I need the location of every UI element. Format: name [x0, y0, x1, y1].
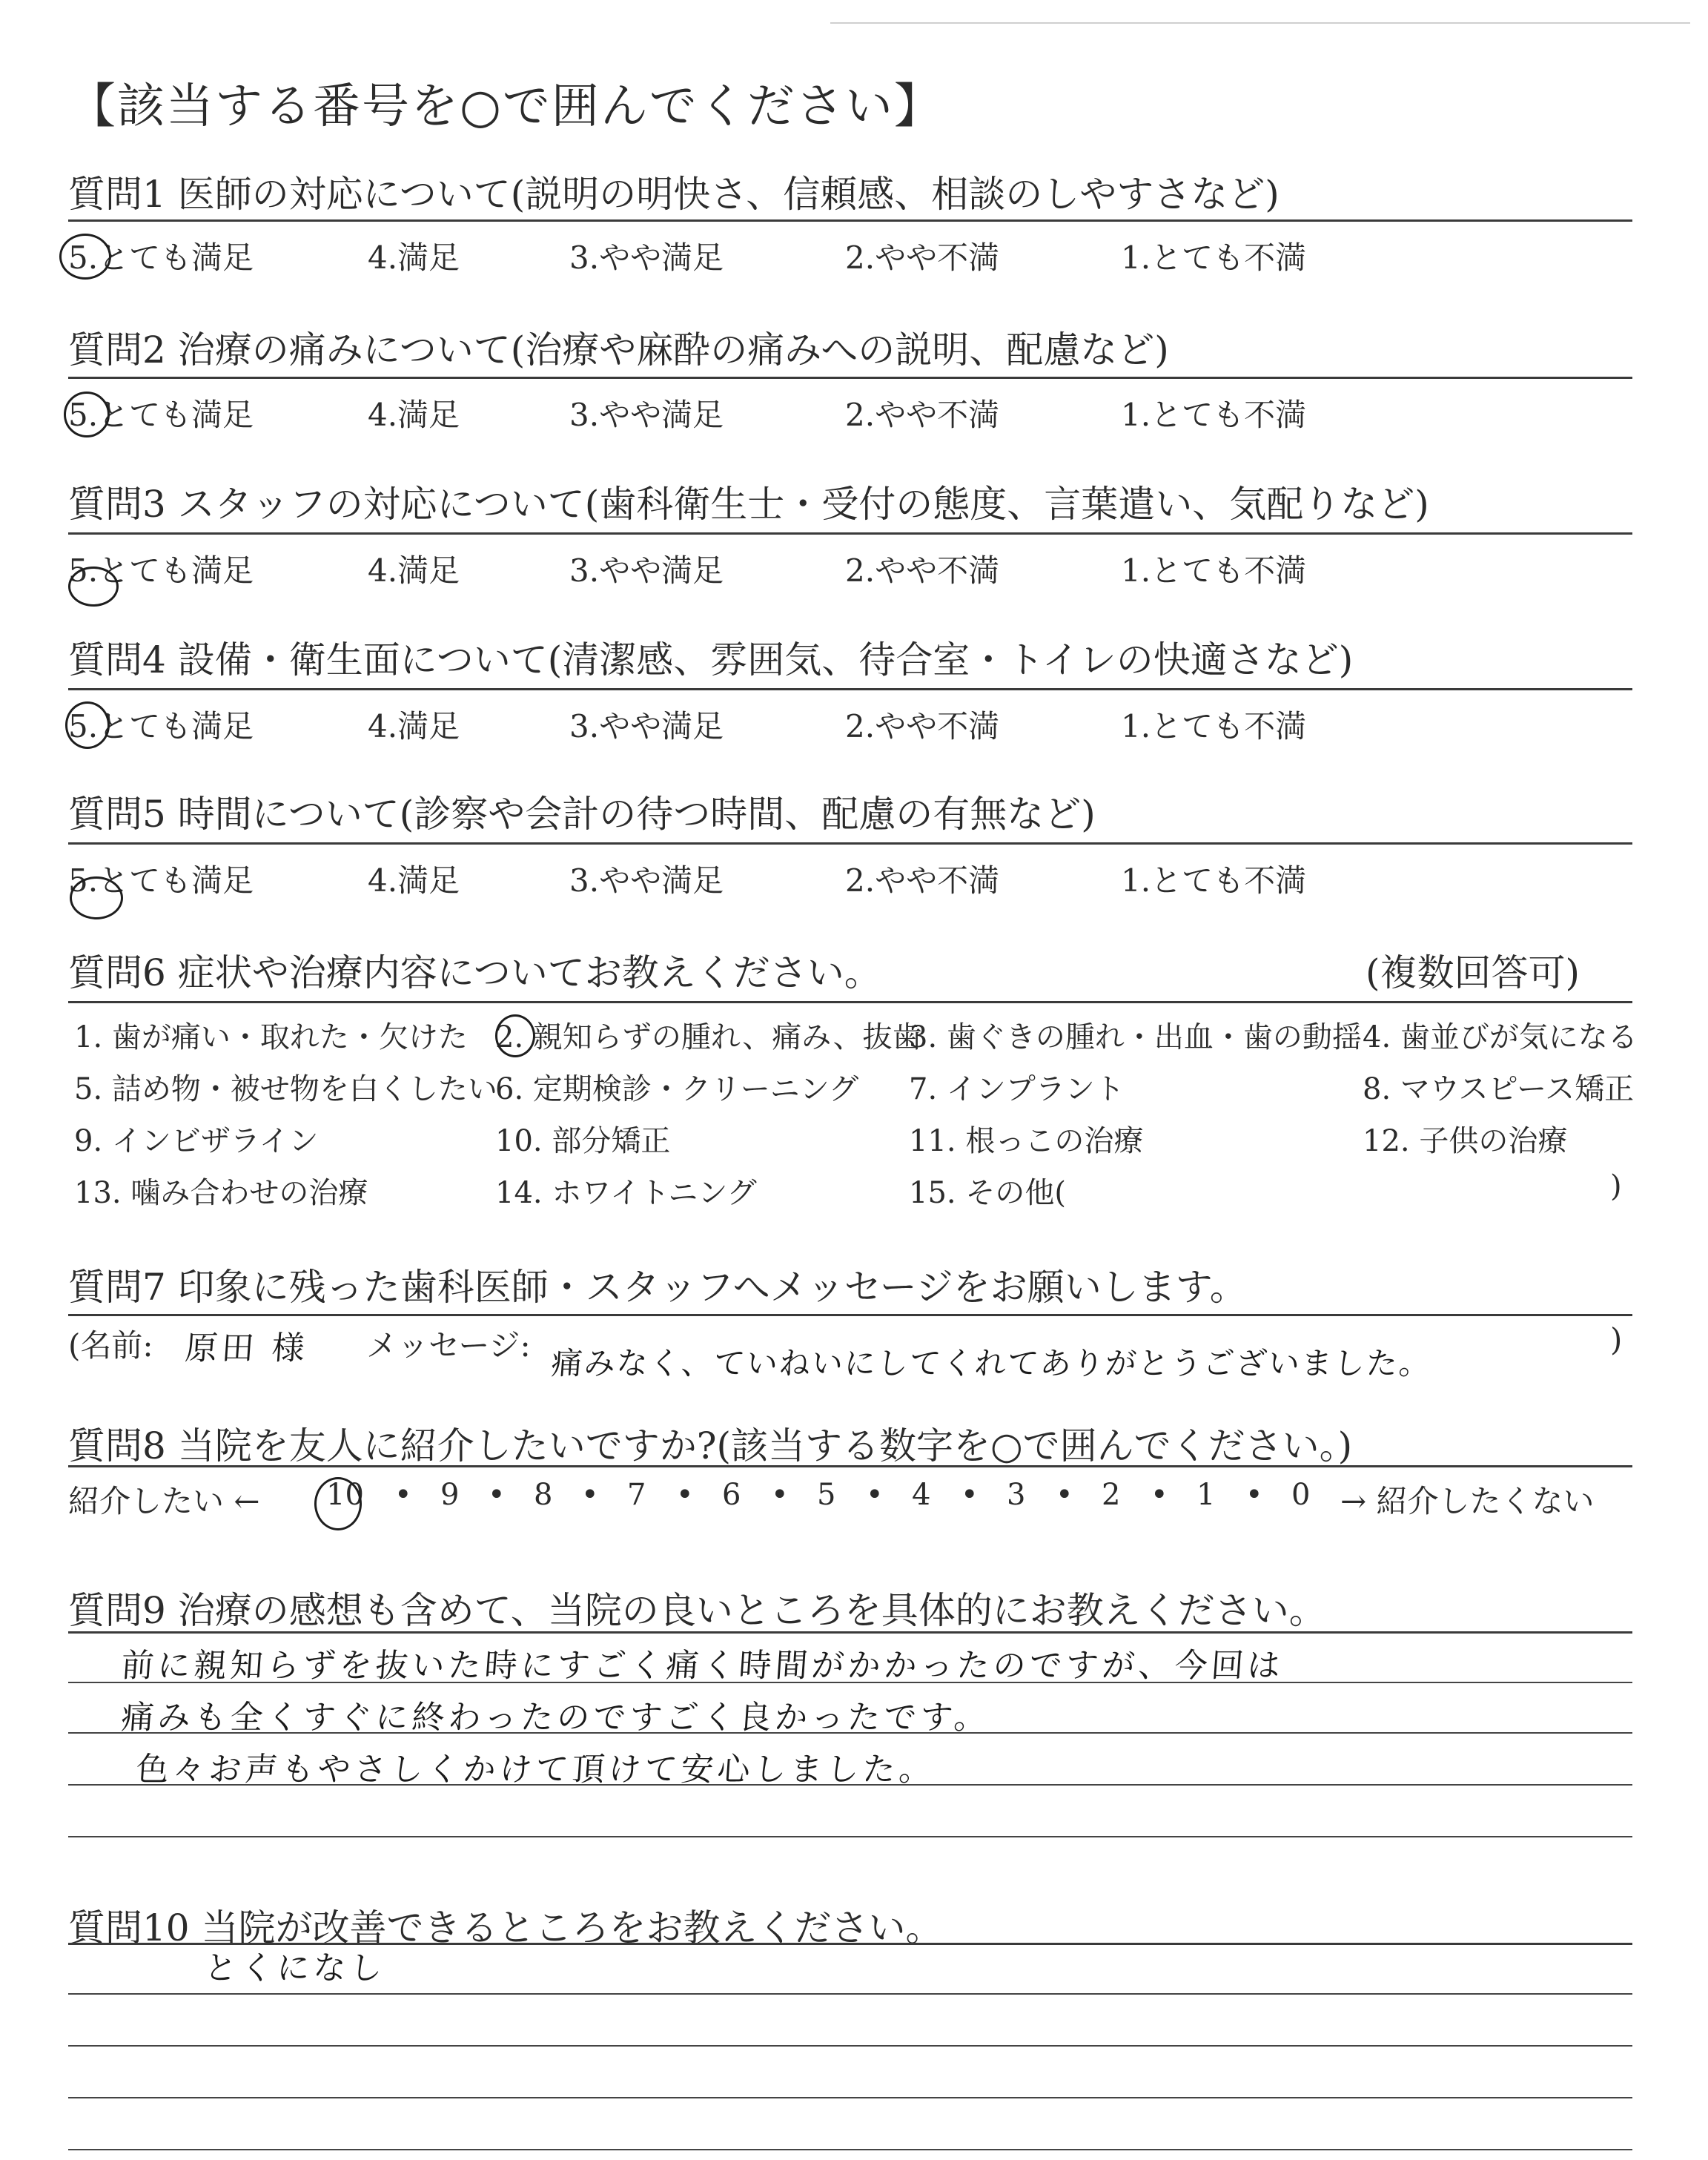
scale-3[interactable]: 3	[1007, 1478, 1026, 1512]
question-7-rule	[68, 1314, 1632, 1316]
scale-left-label: 紹介したい ←	[68, 1483, 260, 1519]
scale-right-label: → 紹介したくない	[1340, 1483, 1595, 1519]
q2-answer-circle	[64, 392, 110, 437]
scale-dot: •	[394, 1478, 412, 1512]
treatment-option-2[interactable]: 2. 親知らずの腫れ、痛み、抜歯	[495, 1020, 922, 1054]
question-6: 質問6 症状や治療内容についてお教えください。	[68, 951, 881, 994]
scale-2[interactable]: 2	[1102, 1478, 1121, 1512]
scale-dot: •	[771, 1478, 789, 1512]
question-1-rule	[68, 219, 1632, 222]
message-value[interactable]: 痛みなく、ていねいにしてくれてありがとうございました。	[550, 1345, 1433, 1381]
treatment-option-7[interactable]: 7. インプラント	[909, 1072, 1125, 1106]
answer-line	[68, 1784, 1632, 1786]
treatment-option-3[interactable]: 3. 歯ぐきの腫れ・出血・歯の動揺	[909, 1020, 1362, 1054]
question-3-rule	[68, 532, 1632, 535]
q3-answer-circle	[68, 567, 119, 607]
question-6-note: (複数回答可)	[1366, 951, 1580, 994]
q10-answer[interactable]: とくになし	[202, 1949, 388, 1987]
scale-10[interactable]: 10	[326, 1478, 364, 1512]
scale-9[interactable]: 9	[440, 1478, 460, 1512]
q3-option-2[interactable]: 2.やや不満	[845, 552, 1000, 589]
q3-option-3[interactable]: 3.やや満足	[569, 552, 724, 589]
q4-option-1[interactable]: 1.とても不満	[1121, 708, 1307, 744]
answer-line	[68, 2097, 1632, 2098]
q1-option-1[interactable]: 1.とても不満	[1121, 240, 1307, 276]
q2-option-4[interactable]: 4.満足	[368, 397, 460, 433]
other-close-paren: )	[1610, 1169, 1622, 1203]
scale-dot: •	[488, 1478, 506, 1512]
scale-dot: •	[581, 1478, 599, 1512]
treatment-option-6[interactable]: 6. 定期検診・クリーニング	[495, 1072, 859, 1106]
treatment-option-9[interactable]: 9. インビザライン	[74, 1124, 319, 1158]
q8-answer-circle	[314, 1477, 362, 1530]
q5-option-4[interactable]: 4.満足	[368, 862, 460, 899]
scale-dot: •	[1056, 1478, 1073, 1512]
scale-6[interactable]: 6	[722, 1478, 741, 1512]
scale-7[interactable]: 7	[627, 1478, 646, 1512]
treatment-option-15[interactable]: 15. その他(	[909, 1176, 1066, 1210]
q9-answer-line-1[interactable]: 前に親知らずを抜いた時にすごく痛く時間がかかったのですが、今回は	[119, 1647, 1285, 1685]
q4-option-2[interactable]: 2.やや不満	[845, 708, 1000, 744]
q5-option-3[interactable]: 3.やや満足	[569, 862, 724, 899]
q5-option-5[interactable]: 5.とても満足	[68, 862, 254, 899]
answer-line	[68, 2045, 1632, 2047]
scale-dot: •	[1245, 1478, 1263, 1512]
scale-dot: •	[961, 1478, 979, 1512]
scale-dot: •	[1151, 1478, 1168, 1512]
question-9: 質問9 治療の感想も含めて、当院の良いところを具体的にお教えください。	[68, 1589, 1326, 1632]
question-6-rule	[68, 1001, 1632, 1003]
treatment-option-1[interactable]: 1. 歯が痛い・取れた・欠けた	[74, 1020, 468, 1054]
q9-answer-line-3[interactable]: 色々お声もやさしくかけて頂けて安心しました。	[134, 1751, 937, 1789]
question-10: 質問10 当院が改善できるところをお教えください。	[68, 1906, 943, 1949]
question-8: 質問8 当院を友人に紹介したいですか?(該当する数字を○で囲んでください。)	[68, 1424, 1353, 1467]
q5-option-2[interactable]: 2.やや不満	[845, 862, 1000, 899]
question-5: 質問5 時間について(診察や会計の待つ時間、配慮の有無など)	[68, 793, 1096, 836]
scale-4[interactable]: 4	[912, 1478, 931, 1512]
q1-option-4[interactable]: 4.満足	[368, 240, 460, 276]
q4-option-3[interactable]: 3.やや満足	[569, 708, 724, 744]
q5-option-1[interactable]: 1.とても不満	[1121, 862, 1307, 899]
question-7: 質問7 印象に残った歯科医師・スタッフへメッセージをお願いします。	[68, 1266, 1247, 1309]
answer-line	[68, 1993, 1632, 1995]
question-2: 質問2 治療の痛みについて(治療や麻酔の痛みへの説明、配慮など)	[68, 328, 1169, 371]
q4-answer-circle	[65, 701, 110, 749]
q1-answer-circle	[59, 234, 111, 280]
treatment-option-4[interactable]: 4. 歯並びが気になる	[1363, 1020, 1638, 1054]
treatment-option-14[interactable]: 14. ホワイトニング	[495, 1176, 757, 1210]
q3-option-4[interactable]: 4.満足	[368, 552, 460, 589]
q2-option-2[interactable]: 2.やや不満	[845, 397, 1000, 433]
q9-answer-line-2[interactable]: 痛みも全くすぐに終わったのですごく良かったです。	[119, 1699, 992, 1737]
answer-line	[68, 1682, 1632, 1683]
question-5-rule	[68, 842, 1632, 845]
q3-option-1[interactable]: 1.とても不満	[1121, 552, 1307, 589]
q1-option-5[interactable]: 5.とても満足	[68, 240, 254, 276]
message-label: メッセージ:	[366, 1327, 531, 1364]
treatment-option-5[interactable]: 5. 詰め物・被せ物を白くしたい	[74, 1072, 497, 1106]
form-title: 【該当する番号を○で囲んでください】	[68, 79, 943, 134]
scale-dot: •	[866, 1478, 884, 1512]
name-value[interactable]: 原田 様	[183, 1330, 310, 1367]
treatment-option-13[interactable]: 13. 噛み合わせの治療	[74, 1176, 368, 1210]
treatment-option-12[interactable]: 12. 子供の治療	[1363, 1124, 1568, 1158]
q6-answer-circle	[495, 1014, 535, 1057]
answer-line	[68, 1732, 1632, 1734]
treatment-option-8[interactable]: 8. マウスピース矯正	[1363, 1072, 1635, 1106]
treatment-option-11[interactable]: 11. 根っこの治療	[909, 1124, 1144, 1158]
q4-option-4[interactable]: 4.満足	[368, 708, 460, 744]
scale-1[interactable]: 1	[1196, 1478, 1216, 1512]
question-8-rule	[68, 1465, 1632, 1467]
q2-option-1[interactable]: 1.とても不満	[1121, 397, 1307, 433]
scan-edge-line	[830, 22, 1690, 24]
answer-line	[68, 1836, 1632, 1837]
treatment-option-10[interactable]: 10. 部分矯正	[495, 1124, 671, 1158]
question-4-rule	[68, 688, 1632, 690]
question-2-rule	[68, 377, 1632, 379]
message-close-paren: )	[1610, 1321, 1623, 1358]
scale-0[interactable]: 0	[1291, 1478, 1311, 1512]
name-label: (名前:	[68, 1327, 153, 1364]
q1-option-2[interactable]: 2.やや不満	[845, 240, 1000, 276]
q4-option-5[interactable]: 5.とても満足	[68, 708, 254, 744]
question-9-rule	[68, 1631, 1632, 1634]
question-3: 質問3 スタッフの対応について(歯科衛生士・受付の態度、言葉遣い、気配りなど)	[68, 483, 1429, 526]
q5-answer-circle	[70, 876, 123, 919]
q3-option-5[interactable]: 5.とても満足	[68, 552, 254, 589]
question-1: 質問1 医師の対応について(説明の明快さ、信頼感、相談のしやすさなど)	[68, 173, 1280, 216]
q2-option-5[interactable]: 5.とても満足	[68, 397, 254, 433]
scale-5[interactable]: 5	[817, 1478, 836, 1512]
scale-dot: •	[676, 1478, 694, 1512]
question-4: 質問4 設備・衛生面について(清潔感、雰囲気、待合室・トイレの快適さなど)	[68, 638, 1354, 681]
q2-option-3[interactable]: 3.やや満足	[569, 397, 724, 433]
q1-option-3[interactable]: 3.やや満足	[569, 240, 724, 276]
scale-8[interactable]: 8	[534, 1478, 553, 1512]
answer-line	[68, 2149, 1632, 2150]
